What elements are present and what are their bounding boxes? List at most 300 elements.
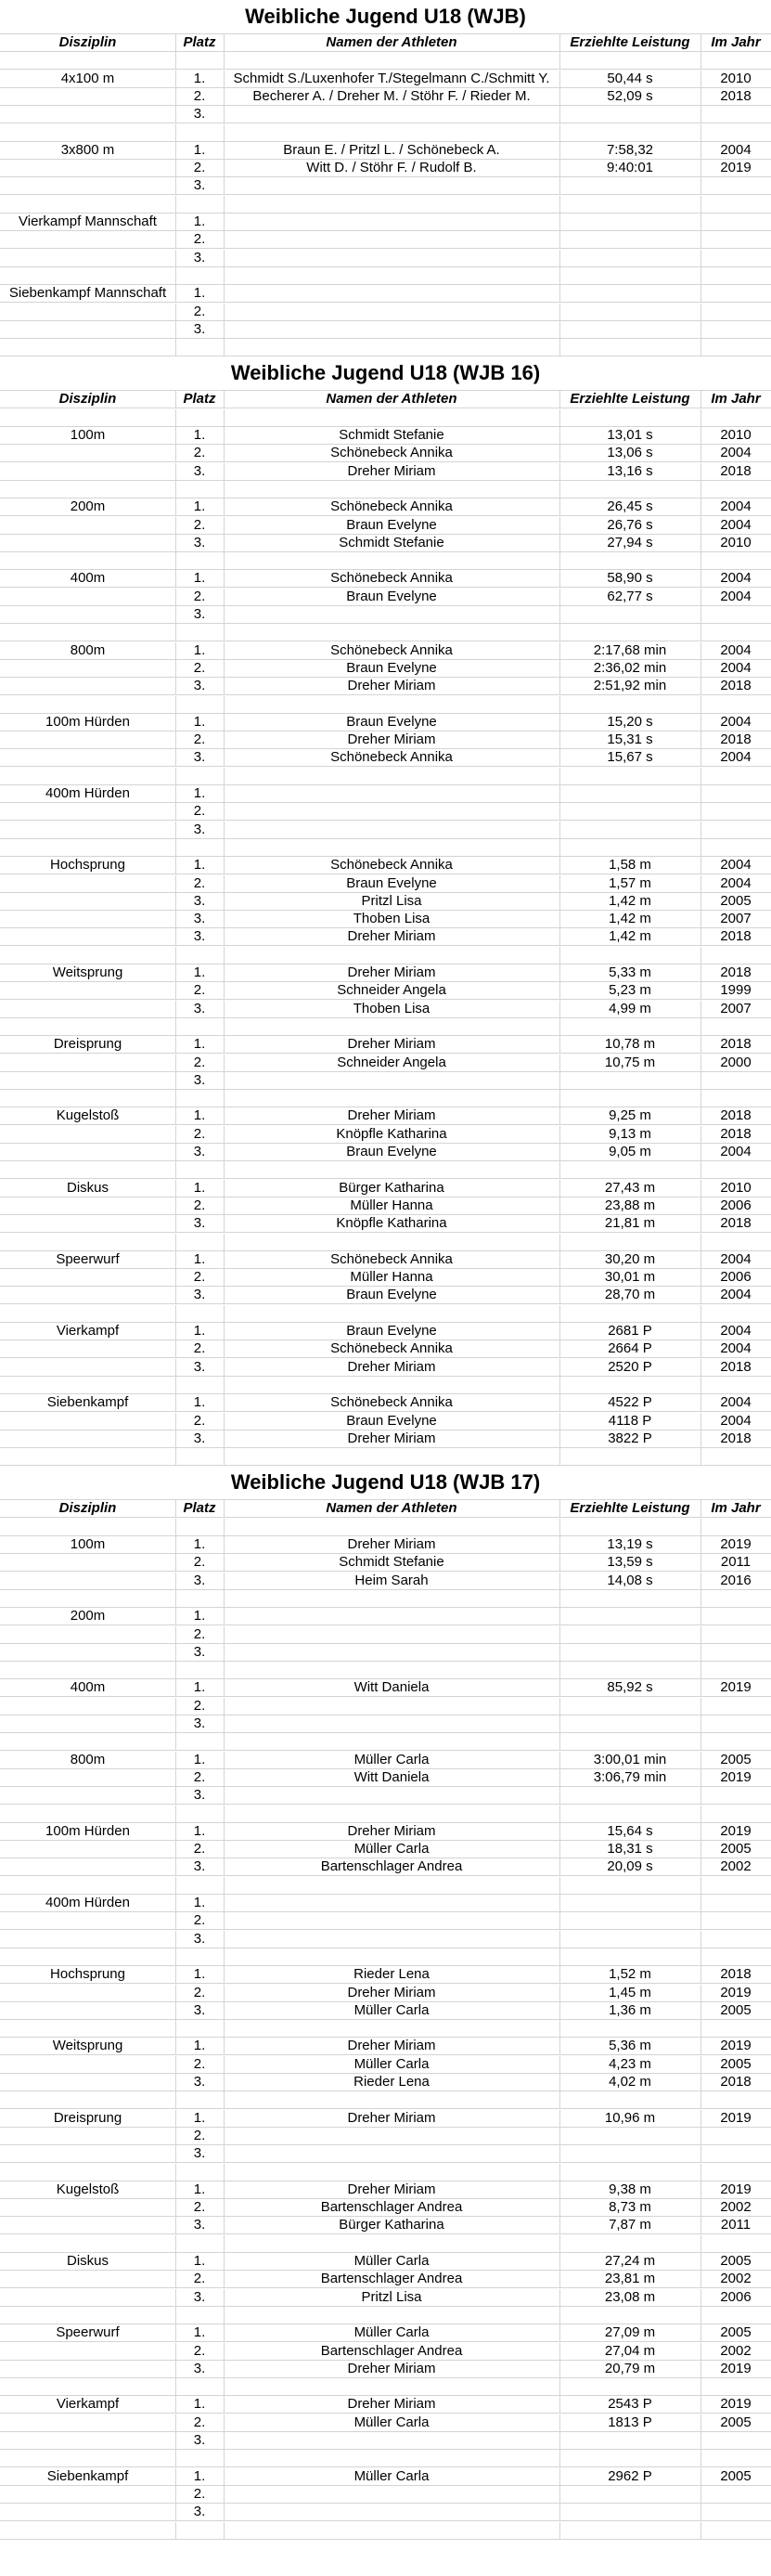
column-divider [175,339,176,356]
spacer-row [0,1519,771,1536]
column-divider [700,1448,701,1465]
event-name: Kugelstoß [56,2181,120,2197]
result-cell: 8,73 m [609,2199,651,2216]
result-cell: 27,24 m [604,2253,656,2269]
column-divider [559,1090,560,1107]
result-cell: 13,06 s [607,445,653,461]
column-divider [175,1305,176,1322]
result-cell [559,106,700,123]
column-divider [559,1377,560,1393]
year-cell: 2019 [720,2181,752,2197]
year-cell: 2006 [720,1269,752,1286]
place-cell: 2. [193,1197,206,1213]
athlete-cell: Müller Carla [353,2324,430,2341]
result-cell: 13,01 s [607,427,653,443]
column-divider [700,1662,701,1678]
table-row [0,2486,771,2504]
header-disziplin: Disziplin [58,34,117,50]
result-cell: 3822 P [608,1430,652,1446]
result-cell: 1,42 m [609,892,651,909]
place-cell: 2. [193,588,206,604]
result-cell [559,1698,700,1715]
column-divider [175,1519,176,1535]
table-row [0,2361,771,2378]
result-cell: 23,08 m [604,2288,656,2305]
athlete-cell: Schönebeck Annika [330,1340,453,1357]
header-platz: Platz [183,1500,216,1517]
result-cell [559,285,700,302]
place-cell: 3. [193,1071,206,1088]
header-jahr: Im Jahr [711,391,761,408]
place-cell: 3. [193,749,206,766]
year-cell [700,822,771,838]
athlete-cell [224,106,559,123]
year-cell: 2010 [720,534,752,550]
column-divider [175,1948,176,1965]
event-name: 200m [70,498,106,515]
column-divider [700,947,701,964]
year-cell [700,285,771,302]
athlete-cell: Dreher Miriam [347,928,436,945]
place-cell: 1. [193,2467,206,2484]
athlete-cell: Bürger Katharina [339,2217,444,2233]
table-row [0,2110,771,2128]
place-cell: 2. [193,2055,206,2072]
athlete-cell: Braun Evelyne [346,516,437,533]
place-cell: 1. [193,1179,206,1196]
athlete-cell: Schönebeck Annika [330,1250,453,1267]
column-divider [559,947,560,964]
column-divider [224,839,225,856]
athlete-cell: Bartenschlager Andrea [320,2199,463,2216]
column-divider [224,2307,225,2324]
athlete-cell [224,1072,559,1089]
result-cell: 30,01 m [604,1269,656,1286]
table-row [0,714,771,731]
table-row [0,1912,771,1930]
table-row [0,427,771,445]
column-divider [175,2235,176,2252]
table-row [0,1107,771,1125]
column-divider [224,1161,225,1178]
athlete-cell: Schönebeck Annika [330,498,453,515]
section-title-row [0,356,771,391]
column-divider [559,1877,560,1894]
column-divider [224,1018,225,1035]
section-title: Weibliche Jugend U18 (WJB) [245,5,526,28]
athlete-cell: Müller Carla [353,1841,430,1858]
section-title-row [0,0,771,34]
table-row [0,678,771,695]
column-divider [559,1519,560,1535]
athlete-cell: Schneider Angela [337,1054,446,1070]
table-row [0,2343,771,2361]
header-namen: Namen der Athleten [326,391,457,408]
column-divider [224,768,225,784]
column-divider [559,124,560,141]
result-cell: 2:36,02 min [593,659,667,676]
place-cell: 1. [193,498,206,515]
column-divider [700,2307,701,2324]
table-row [0,1787,771,1805]
event-name: 400m [70,570,106,587]
result-cell: 1,42 m [609,911,651,927]
column-divider [175,768,176,784]
athlete-cell: Bartenschlager Andrea [320,1858,463,1875]
table-row [0,1180,771,1197]
event-name: Siebenkampf [46,2467,129,2484]
athlete-cell: Dreher Miriam [347,964,436,980]
table-row [0,1323,771,1340]
column-divider [700,1305,701,1322]
column-divider [224,1733,225,1750]
year-cell [700,106,771,123]
header-jahr: Im Jahr [711,34,761,50]
column-divider [175,2307,176,2324]
table-row [0,445,771,462]
athlete-cell [224,321,559,338]
athlete-cell [224,2145,559,2162]
athlete-cell: Müller Carla [353,2467,430,2484]
column-divider [559,339,560,356]
athlete-cell: Müller Carla [353,2055,430,2072]
place-cell: 3. [193,1715,206,1731]
result-cell [559,1626,700,1643]
column-divider [175,1877,176,1894]
year-cell [700,803,771,820]
athlete-cell [224,2128,559,2144]
result-cell: 15,64 s [607,1822,653,1839]
year-cell: 2018 [720,1107,752,1124]
place-cell: 3. [193,892,206,909]
column-divider [700,2164,701,2181]
column-divider [700,1377,701,1393]
athlete-cell: Schneider Angela [337,982,446,999]
spacer-row [0,1733,771,1751]
year-cell: 2018 [720,1966,752,1983]
column-divider [559,1018,560,1035]
header-disziplin: Disziplin [58,1500,117,1517]
table-row [0,911,771,928]
table-row [0,570,771,588]
table-row [0,2414,771,2432]
spacer-row [0,2378,771,2396]
year-cell: 2004 [720,1144,752,1159]
column-divider [224,2378,225,2395]
table-row [0,1197,771,1215]
place-cell: 3. [193,1358,206,1375]
place-cell: 2. [193,2271,206,2287]
column-divider [175,839,176,856]
result-cell: 2520 P [608,1358,652,1375]
spacer-row [0,1090,771,1107]
year-cell: 2019 [720,1984,752,2000]
year-cell: 2002 [720,2342,752,2359]
place-cell: 2. [193,445,206,461]
column-divider [224,1305,225,1322]
place-cell: 2. [193,2414,206,2430]
year-cell: 2005 [720,892,752,909]
place-cell: 2. [193,1984,206,2000]
spacer-row [0,2091,771,2109]
column-divider [700,552,701,569]
place-cell: 3. [193,462,206,479]
place-cell: 1. [193,2253,206,2269]
table-row [0,1823,771,1841]
table-row [0,71,771,88]
event-name: Hochsprung [50,1966,125,1983]
event-name: 800m [70,641,106,658]
table-row [0,1001,771,1018]
athlete-cell [224,2486,559,2503]
result-cell [559,2486,700,2503]
column-divider [224,1590,225,1607]
table-row [0,2324,771,2342]
year-cell: 2019 [720,1536,752,1552]
place-cell: 1. [193,427,206,443]
column-divider [224,1519,225,1535]
spacer-row [0,1305,771,1323]
event-name: 400m [70,1679,106,1696]
spacer-row [0,1234,771,1251]
athlete-cell: Witt Daniela [353,1768,430,1785]
year-cell: 2005 [720,2414,752,2430]
table-row [0,875,771,893]
place-cell: 3. [193,1000,206,1016]
column-divider [559,1662,560,1678]
year-cell: 2004 [720,857,752,874]
table-row [0,1608,771,1625]
column-divider [700,52,701,69]
athlete-cell [224,304,559,320]
athlete-cell [224,803,559,820]
table-row [0,2056,771,2074]
athlete-cell: Knöpfle Katharina [336,1215,447,1232]
column-divider [224,481,225,498]
event-name: Speerwurf [56,2324,120,2341]
year-cell: 2019 [720,2360,752,2376]
athlete-cell: Bürger Katharina [339,1179,444,1196]
column-divider [559,1448,560,1465]
result-cell: 2:51,92 min [593,678,667,694]
result-cell: 1,57 m [609,874,651,891]
place-cell: 3. [193,1144,206,1159]
place-cell: 1. [193,2181,206,2197]
place-cell: 1. [193,713,206,730]
place-cell: 1. [193,1107,206,1124]
table-row [0,2038,771,2055]
spacer-row [0,1018,771,1036]
place-cell: 1. [193,214,206,229]
result-cell: 3:06,79 min [593,1768,667,1785]
year-cell: 2010 [720,70,752,86]
table-row [0,928,771,946]
result-cell: 4118 P [608,1412,652,1429]
spacer-row [0,2307,771,2324]
spacer-row [0,1448,771,1466]
year-cell: 1999 [720,982,752,999]
place-cell: 2. [193,1125,206,1142]
athlete-cell: Dreher Miriam [347,1358,436,1375]
place-cell: 1. [193,1966,206,1983]
table-row [0,1144,771,1161]
result-cell: 1,36 m [609,2001,651,2018]
year-cell: 2011 [720,2217,752,2233]
header-row [0,1500,771,1518]
result-cell: 5,23 m [609,982,651,999]
place-cell: 3. [193,249,206,265]
athlete-cell: Dreher Miriam [347,2038,436,2054]
year-cell [700,606,771,623]
place-cell: 2. [193,874,206,891]
spacer-row [0,267,771,285]
column-divider [559,2450,560,2466]
year-cell: 2019 [720,1822,752,1839]
place-cell: 3. [193,2288,206,2305]
event-name: Weitsprung [52,2038,123,2054]
athlete-cell: Dreher Miriam [347,2109,436,2126]
result-cell: 10,75 m [604,1054,656,1070]
column-divider [175,2450,176,2466]
year-cell: 2004 [720,874,752,891]
year-cell: 2010 [720,427,752,443]
table-row [0,2253,771,2271]
place-cell: 2. [193,659,206,676]
column-divider [559,1806,560,1822]
table-row [0,214,771,231]
place-cell: 3. [193,1572,206,1588]
place-cell: 3. [193,678,206,694]
column-divider [175,267,176,284]
result-cell: 2681 P [608,1323,652,1339]
year-cell [700,1895,771,1911]
athlete-cell: Dreher Miriam [347,1430,436,1446]
year-cell: 2005 [720,1751,752,1767]
place-cell: 3. [193,606,206,622]
table-row [0,2128,771,2145]
place-cell: 2. [193,803,206,820]
event-name: Dreisprung [53,1036,122,1053]
athlete-cell: Dreher Miriam [347,1036,436,1053]
athlete-cell [224,1715,559,1732]
column-divider [700,1877,701,1894]
athlete-cell: Braun Evelyne [346,1412,437,1429]
spacer-row [0,2235,771,2253]
place-cell: 2. [193,1554,206,1571]
spacer-row [0,1590,771,1608]
place-cell: 3. [193,1930,206,1947]
place-cell: 2. [193,982,206,999]
result-cell [559,1931,700,1948]
place-cell: 2. [193,2127,206,2143]
spacer-row [0,52,771,70]
column-divider [224,1234,225,1250]
result-cell: 27,09 m [604,2324,656,2341]
athlete-cell: Schmidt Stefanie [339,534,444,550]
column-divider [700,696,701,713]
column-divider [700,1018,701,1035]
place-cell: 2. [193,231,206,248]
year-cell [700,1912,771,1929]
place-cell: 1. [193,785,206,801]
athlete-cell: Witt Daniela [353,1679,430,1696]
header-platz: Platz [183,34,216,50]
column-divider [175,409,176,426]
spacer-row [0,2450,771,2467]
result-cell: 15,31 s [607,731,653,748]
place-cell: 1. [193,70,206,86]
result-cell: 50,44 s [607,70,653,86]
result-cell: 13,19 s [607,1536,653,1552]
column-divider [175,552,176,569]
column-divider [700,124,701,141]
year-cell [700,321,771,338]
result-cell [559,1072,700,1089]
spacer-row [0,1161,771,1179]
spacer-row [0,1377,771,1394]
table-row [0,2145,771,2163]
place-cell: 3. [193,2432,206,2448]
year-cell: 2004 [720,516,752,533]
spacer-row [0,409,771,427]
place-cell: 1. [193,2038,206,2054]
athlete-cell [224,822,559,838]
table-row [0,1359,771,1377]
result-cell [559,606,700,623]
table-row [0,2002,771,2020]
header-platz: Platz [183,391,216,408]
result-cell: 26,45 s [607,498,653,515]
table-row [0,785,771,803]
table-row [0,250,771,267]
year-cell: 2019 [720,2396,752,2413]
table-row [0,1858,771,1876]
table-row [0,88,771,106]
athlete-cell: Schmidt S./Luxenhofer T./Stegelmann C./Schmitt Y. [233,70,550,86]
athlete-cell: Schönebeck Annika [330,857,453,874]
athlete-cell [224,1644,559,1661]
year-cell: 2018 [720,1125,752,1142]
column-divider [559,1305,560,1322]
athlete-cell: Schönebeck Annika [330,749,453,766]
year-cell: 2004 [720,445,752,461]
athlete-cell: Schönebeck Annika [330,445,453,461]
year-cell: 2002 [720,1858,752,1875]
event-name: Siebenkampf Mannschaft [8,285,167,302]
year-cell: 2018 [720,462,752,479]
year-cell: 2011 [720,1554,752,1571]
place-cell: 1. [193,570,206,587]
column-divider [175,1733,176,1750]
result-cell [559,231,700,248]
year-cell [700,1698,771,1715]
result-cell: 15,20 s [607,713,653,730]
header-row [0,34,771,52]
place-cell: 2. [193,731,206,748]
result-cell: 4522 P [608,1394,652,1411]
result-cell: 7:58,32 [606,141,654,158]
spacer-row [0,1662,771,1679]
athlete-cell: Bartenschlager Andrea [320,2271,463,2287]
column-divider [175,124,176,141]
result-cell [559,803,700,820]
year-cell: 2018 [720,1215,752,1232]
table-row [0,1340,771,1358]
result-cell: 18,31 s [607,1841,653,1858]
year-cell: 2006 [720,2288,752,2305]
spacer-row [0,839,771,857]
table-row [0,893,771,911]
